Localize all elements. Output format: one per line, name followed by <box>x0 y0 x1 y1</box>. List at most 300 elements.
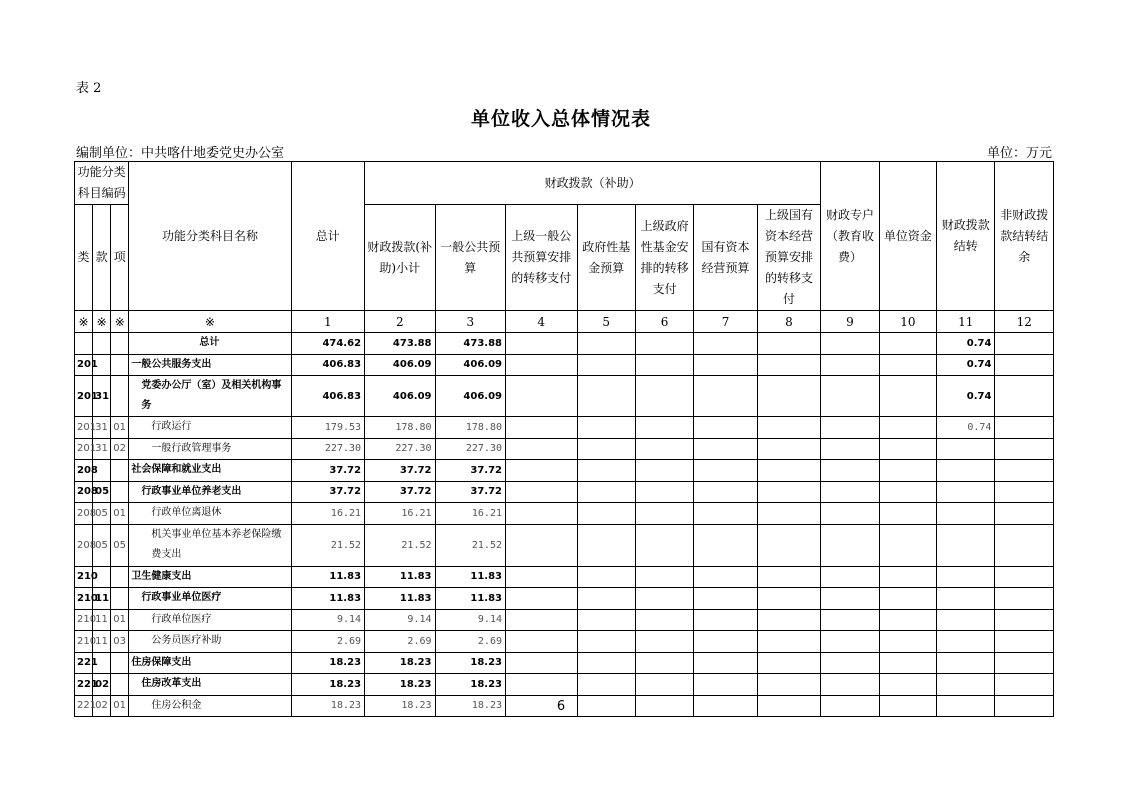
cell-upper-state-capital-transfer <box>757 524 821 566</box>
cell-gov-fund <box>577 674 635 696</box>
currency-unit: 单位：万元 <box>986 146 1052 161</box>
cell-xiang <box>111 460 129 482</box>
header-fiscal-group: 财政拨款（补助） <box>365 162 821 205</box>
cell-func-name: 行政事业单位养老支出 <box>129 481 291 503</box>
cell-xiang: 03 <box>111 631 129 653</box>
cell-state-capital <box>694 376 757 417</box>
index-cell: 9 <box>821 311 879 333</box>
cell-upper-state-capital-transfer <box>757 481 821 503</box>
cell-fiscal-carryover <box>937 460 995 482</box>
page-title: 单位收入总体情况表 <box>470 108 651 130</box>
cell-fiscal-subtotal: 16.21 <box>365 503 435 525</box>
cell-xiang <box>111 588 129 610</box>
header-general-budget: 一般公共预算 <box>435 205 505 311</box>
cell-gov-fund <box>577 417 635 439</box>
cell-gov-fund <box>577 588 635 610</box>
cell-nonfiscal-carryover <box>995 354 1054 376</box>
index-cell: 12 <box>995 311 1054 333</box>
header-nonfiscal-carryover: 非财政拨款结转结余 <box>995 162 1054 311</box>
cell-special-account <box>821 438 879 460</box>
cell-func-name: 住房公积金 <box>129 695 291 717</box>
cell-general-budget: 473.88 <box>435 333 505 355</box>
cell-lei: 210 <box>75 566 93 588</box>
index-cell: 4 <box>506 311 578 333</box>
table-row <box>75 481 1054 503</box>
table-row <box>75 503 1054 525</box>
cell-fiscal-subtotal: 406.09 <box>365 354 435 376</box>
cell-fiscal-subtotal: 37.72 <box>365 481 435 503</box>
cell-general-budget: 37.72 <box>435 481 505 503</box>
table-row <box>75 524 1054 566</box>
cell-lei: 208 <box>75 460 93 482</box>
cell-nonfiscal-carryover <box>995 524 1054 566</box>
cell-upper-state-capital-transfer <box>757 417 821 439</box>
cell-nonfiscal-carryover <box>995 481 1054 503</box>
index-cell: ※ <box>129 311 291 333</box>
table-row <box>75 460 1054 482</box>
cell-upper-state-capital-transfer <box>757 674 821 696</box>
cell-func-name: 一般公共服务支出 <box>129 354 291 376</box>
index-cell: 2 <box>365 311 435 333</box>
cell-state-capital <box>694 354 757 376</box>
cell-upper-gov-fund-transfer <box>635 481 693 503</box>
cell-nonfiscal-carryover <box>995 376 1054 417</box>
cell-nonfiscal-carryover <box>995 503 1054 525</box>
cell-general-budget: 16.21 <box>435 503 505 525</box>
cell-total: 18.23 <box>291 652 365 674</box>
cell-fiscal-carryover <box>937 588 995 610</box>
cell-lei: 210 <box>75 631 93 653</box>
header-upper-gov-fund-transfer: 上级政府性基金安排的转移支付 <box>635 205 693 311</box>
cell-state-capital <box>694 609 757 631</box>
index-row <box>75 311 1054 333</box>
cell-xiang: 01 <box>111 609 129 631</box>
cell-fiscal-subtotal: 406.09 <box>365 376 435 417</box>
cell-upper-state-capital-transfer <box>757 652 821 674</box>
header-state-capital: 国有资本经营预算 <box>694 205 757 311</box>
cell-func-name: 住房改革支出 <box>129 674 291 696</box>
cell-upper-general-transfer <box>506 438 578 460</box>
index-cell: 11 <box>937 311 995 333</box>
cell-unit-funds <box>879 652 936 674</box>
cell-kuan: 05 <box>93 524 111 566</box>
index-cell: 6 <box>635 311 693 333</box>
cell-gov-fund <box>577 460 635 482</box>
cell-nonfiscal-carryover <box>995 438 1054 460</box>
cell-upper-gov-fund-transfer <box>635 438 693 460</box>
cell-upper-general-transfer <box>506 566 578 588</box>
cell-total: 18.23 <box>291 695 365 717</box>
cell-upper-gov-fund-transfer <box>635 417 693 439</box>
cell-nonfiscal-carryover <box>995 460 1054 482</box>
cell-gov-fund <box>577 354 635 376</box>
cell-lei: 221 <box>75 674 93 696</box>
cell-func-name: 行政事业单位医疗 <box>129 588 291 610</box>
cell-special-account <box>821 588 879 610</box>
header-row-1 <box>75 162 1054 205</box>
cell-unit-funds <box>879 674 936 696</box>
cell-total: 406.83 <box>291 376 365 417</box>
cell-unit-funds <box>879 588 936 610</box>
cell-func-name: 党委办公厅（室）及相关机构事务 <box>129 376 291 417</box>
cell-general-budget: 18.23 <box>435 674 505 696</box>
cell-state-capital <box>694 566 757 588</box>
cell-upper-gov-fund-transfer <box>635 376 693 417</box>
cell-fiscal-carryover <box>937 609 995 631</box>
cell-upper-state-capital-transfer <box>757 333 821 355</box>
cell-fiscal-subtotal: 2.69 <box>365 631 435 653</box>
cell-state-capital <box>694 631 757 653</box>
cell-lei: 221 <box>75 652 93 674</box>
index-cell: 1 <box>291 311 365 333</box>
table-row <box>75 631 1054 653</box>
cell-state-capital <box>694 333 757 355</box>
cell-upper-general-transfer <box>506 481 578 503</box>
cell-func-name: 机关事业单位基本养老保险缴费支出 <box>129 524 291 566</box>
cell-lei: 201 <box>75 376 93 417</box>
cell-xiang: 01 <box>111 417 129 439</box>
cell-special-account <box>821 609 879 631</box>
cell-upper-gov-fund-transfer <box>635 333 693 355</box>
cell-upper-general-transfer <box>506 674 578 696</box>
index-cell: ※ <box>111 311 129 333</box>
cell-upper-general-transfer <box>506 417 578 439</box>
cell-upper-general-transfer <box>506 376 578 417</box>
cell-unit-funds <box>879 631 936 653</box>
cell-fiscal-subtotal: 178.80 <box>365 417 435 439</box>
header-fiscal-subtotal: 财政拨款(补助)小计 <box>365 205 435 311</box>
cell-total: 37.72 <box>291 481 365 503</box>
cell-total: 18.23 <box>291 674 365 696</box>
header-lei: 类 <box>75 205 93 311</box>
cell-upper-general-transfer <box>506 588 578 610</box>
cell-state-capital <box>694 524 757 566</box>
compiling-unit: 编制单位：中共喀什地委党史办公室 <box>76 146 285 161</box>
cell-gov-fund <box>577 503 635 525</box>
cell-lei: 208 <box>75 481 93 503</box>
cell-fiscal-carryover <box>937 652 995 674</box>
cell-fiscal-subtotal: 11.83 <box>365 566 435 588</box>
cell-upper-state-capital-transfer <box>757 438 821 460</box>
cell-func-name: 行政单位医疗 <box>129 609 291 631</box>
header-fiscal-carryover: 财政拨款结转 <box>937 162 995 311</box>
index-cell: 7 <box>694 311 757 333</box>
cell-lei: 201 <box>75 438 93 460</box>
cell-upper-general-transfer <box>506 631 578 653</box>
cell-special-account <box>821 631 879 653</box>
cell-unit-funds <box>879 566 936 588</box>
cell-upper-gov-fund-transfer <box>635 566 693 588</box>
cell-gov-fund <box>577 481 635 503</box>
cell-unit-funds <box>879 609 936 631</box>
cell-lei: 208 <box>75 503 93 525</box>
cell-upper-state-capital-transfer <box>757 609 821 631</box>
cell-gov-fund <box>577 524 635 566</box>
table-row <box>75 417 1054 439</box>
cell-fiscal-carryover <box>937 524 995 566</box>
cell-lei: 210 <box>75 588 93 610</box>
cell-special-account <box>821 460 879 482</box>
cell-gov-fund <box>577 631 635 653</box>
cell-unit-funds <box>879 438 936 460</box>
cell-xiang <box>111 481 129 503</box>
cell-special-account <box>821 481 879 503</box>
cell-fiscal-subtotal: 9.14 <box>365 609 435 631</box>
cell-general-budget: 37.72 <box>435 460 505 482</box>
cell-nonfiscal-carryover <box>995 609 1054 631</box>
cell-nonfiscal-carryover <box>995 588 1054 610</box>
index-cell: 10 <box>879 311 936 333</box>
cell-unit-funds <box>879 503 936 525</box>
cell-general-budget: 11.83 <box>435 588 505 610</box>
cell-func-name: 卫生健康支出 <box>129 566 291 588</box>
cell-upper-general-transfer <box>506 524 578 566</box>
cell-special-account <box>821 417 879 439</box>
cell-upper-general-transfer <box>506 609 578 631</box>
cell-state-capital <box>694 503 757 525</box>
cell-state-capital <box>694 481 757 503</box>
cell-lei: 201 <box>75 354 93 376</box>
cell-kuan: 02 <box>93 674 111 696</box>
index-cell: 5 <box>577 311 635 333</box>
cell-general-budget: 21.52 <box>435 524 505 566</box>
cell-fiscal-subtotal: 227.30 <box>365 438 435 460</box>
cell-nonfiscal-carryover <box>995 631 1054 653</box>
cell-gov-fund <box>577 652 635 674</box>
table-number: 表 2 <box>76 81 102 96</box>
cell-special-account <box>821 566 879 588</box>
index-cell: ※ <box>93 311 111 333</box>
income-table <box>74 161 1054 717</box>
cell-kuan <box>93 333 111 355</box>
cell-state-capital <box>694 417 757 439</box>
cell-lei: 201 <box>75 417 93 439</box>
cell-upper-gov-fund-transfer <box>635 652 693 674</box>
cell-total: 16.21 <box>291 503 365 525</box>
index-cell: 8 <box>757 311 821 333</box>
cell-nonfiscal-carryover <box>995 652 1054 674</box>
cell-state-capital <box>694 588 757 610</box>
cell-upper-gov-fund-transfer <box>635 503 693 525</box>
cell-state-capital <box>694 674 757 696</box>
cell-xiang <box>111 376 129 417</box>
cell-xiang <box>111 333 129 355</box>
cell-upper-gov-fund-transfer <box>635 609 693 631</box>
cell-upper-gov-fund-transfer <box>635 588 693 610</box>
cell-general-budget: 227.30 <box>435 438 505 460</box>
cell-state-capital <box>694 438 757 460</box>
cell-fiscal-subtotal: 18.23 <box>365 695 435 717</box>
index-cell: 3 <box>435 311 505 333</box>
cell-upper-gov-fund-transfer <box>635 674 693 696</box>
cell-gov-fund <box>577 566 635 588</box>
cell-upper-gov-fund-transfer <box>635 524 693 566</box>
index-cell: ※ <box>75 311 93 333</box>
cell-total: 9.14 <box>291 609 365 631</box>
cell-special-account <box>821 524 879 566</box>
cell-fiscal-subtotal: 473.88 <box>365 333 435 355</box>
cell-special-account <box>821 503 879 525</box>
table-row <box>75 652 1054 674</box>
cell-fiscal-carryover <box>937 566 995 588</box>
header-unit-funds: 单位资金 <box>879 162 936 311</box>
cell-upper-gov-fund-transfer <box>635 460 693 482</box>
cell-upper-state-capital-transfer <box>757 354 821 376</box>
cell-xiang: 01 <box>111 695 129 717</box>
cell-func-name: 住房保障支出 <box>129 652 291 674</box>
header-upper-general-transfer: 上级一般公共预算安排的转移支付 <box>506 205 578 311</box>
table-row <box>75 609 1054 631</box>
header-special-account: 财政专户（教育收费） <box>821 162 879 311</box>
cell-fiscal-carryover <box>937 503 995 525</box>
cell-upper-state-capital-transfer <box>757 460 821 482</box>
header-upper-state-capital-transfer: 上级国有资本经营预算安排的转移支付 <box>757 205 821 311</box>
cell-xiang <box>111 566 129 588</box>
cell-xiang <box>111 652 129 674</box>
cell-gov-fund <box>577 376 635 417</box>
cell-fiscal-carryover: 0.74 <box>937 376 995 417</box>
cell-general-budget: 18.23 <box>435 695 505 717</box>
cell-fiscal-carryover <box>937 674 995 696</box>
page-number: 6 <box>556 699 566 714</box>
cell-unit-funds <box>879 376 936 417</box>
table-row <box>75 376 1054 417</box>
cell-upper-general-transfer <box>506 354 578 376</box>
cell-unit-funds <box>879 417 936 439</box>
cell-xiang: 01 <box>111 503 129 525</box>
cell-special-account <box>821 354 879 376</box>
cell-special-account <box>821 376 879 417</box>
cell-func-name: 总计 <box>129 333 291 355</box>
cell-fiscal-carryover <box>937 481 995 503</box>
cell-fiscal-carryover <box>937 438 995 460</box>
cell-upper-state-capital-transfer <box>757 376 821 417</box>
table-row <box>75 566 1054 588</box>
table-row <box>75 588 1054 610</box>
cell-gov-fund <box>577 333 635 355</box>
cell-func-name: 行政运行 <box>129 417 291 439</box>
cell-lei: 221 <box>75 695 93 717</box>
cell-unit-funds <box>879 333 936 355</box>
cell-fiscal-carryover: 0.74 <box>937 354 995 376</box>
cell-fiscal-carryover: 0.74 <box>937 333 995 355</box>
cell-total: 11.83 <box>291 588 365 610</box>
cell-upper-general-transfer <box>506 460 578 482</box>
cell-state-capital <box>694 652 757 674</box>
cell-total: 474.62 <box>291 333 365 355</box>
cell-unit-funds <box>879 524 936 566</box>
cell-kuan: 11 <box>93 588 111 610</box>
cell-kuan: 11 <box>93 609 111 631</box>
cell-upper-general-transfer <box>506 652 578 674</box>
header-func-name: 功能分类科目名称 <box>129 162 291 311</box>
cell-unit-funds <box>879 354 936 376</box>
cell-total: 11.83 <box>291 566 365 588</box>
cell-fiscal-carryover: 0.74 <box>937 417 995 439</box>
cell-fiscal-subtotal: 11.83 <box>365 588 435 610</box>
cell-nonfiscal-carryover <box>995 566 1054 588</box>
cell-xiang: 02 <box>111 438 129 460</box>
cell-fiscal-subtotal: 21.52 <box>365 524 435 566</box>
cell-xiang <box>111 674 129 696</box>
cell-total: 227.30 <box>291 438 365 460</box>
cell-total: 2.69 <box>291 631 365 653</box>
cell-general-budget: 406.09 <box>435 354 505 376</box>
table-row <box>75 333 1054 355</box>
cell-kuan: 31 <box>93 376 111 417</box>
cell-gov-fund <box>577 609 635 631</box>
cell-upper-state-capital-transfer <box>757 566 821 588</box>
cell-general-budget: 11.83 <box>435 566 505 588</box>
cell-total: 21.52 <box>291 524 365 566</box>
header-func-code: 功能分类科目编码 <box>75 162 129 205</box>
table-row <box>75 438 1054 460</box>
cell-kuan: 02 <box>93 695 111 717</box>
cell-nonfiscal-carryover <box>995 417 1054 439</box>
cell-general-budget: 9.14 <box>435 609 505 631</box>
cell-state-capital <box>694 460 757 482</box>
cell-special-account <box>821 674 879 696</box>
table-row <box>75 354 1054 376</box>
header-xiang: 项 <box>111 205 129 311</box>
cell-total: 406.83 <box>291 354 365 376</box>
cell-kuan: 31 <box>93 438 111 460</box>
cell-general-budget: 406.09 <box>435 376 505 417</box>
cell-xiang: 05 <box>111 524 129 566</box>
header-total: 总计 <box>291 162 365 311</box>
cell-unit-funds <box>879 481 936 503</box>
cell-kuan: 05 <box>93 481 111 503</box>
header-kuan: 款 <box>93 205 111 311</box>
cell-total: 179.53 <box>291 417 365 439</box>
cell-upper-gov-fund-transfer <box>635 354 693 376</box>
cell-func-name: 行政单位离退休 <box>129 503 291 525</box>
cell-general-budget: 18.23 <box>435 652 505 674</box>
cell-func-name: 社会保障和就业支出 <box>129 460 291 482</box>
cell-upper-state-capital-transfer <box>757 631 821 653</box>
cell-fiscal-carryover <box>937 631 995 653</box>
cell-gov-fund <box>577 438 635 460</box>
cell-upper-state-capital-transfer <box>757 503 821 525</box>
cell-kuan: 11 <box>93 631 111 653</box>
cell-general-budget: 178.80 <box>435 417 505 439</box>
cell-unit-funds <box>879 460 936 482</box>
cell-lei: 208 <box>75 524 93 566</box>
cell-kuan: 05 <box>93 503 111 525</box>
cell-special-account <box>821 333 879 355</box>
cell-func-name: 一般行政管理事务 <box>129 438 291 460</box>
cell-special-account <box>821 652 879 674</box>
cell-fiscal-subtotal: 18.23 <box>365 674 435 696</box>
cell-upper-general-transfer <box>506 503 578 525</box>
cell-upper-general-transfer <box>506 333 578 355</box>
cell-general-budget: 2.69 <box>435 631 505 653</box>
cell-lei: 210 <box>75 609 93 631</box>
cell-nonfiscal-carryover <box>995 674 1054 696</box>
cell-lei <box>75 333 93 355</box>
table-body <box>75 333 1054 717</box>
cell-kuan: 31 <box>93 417 111 439</box>
cell-upper-gov-fund-transfer <box>635 631 693 653</box>
header-gov-fund: 政府性基金预算 <box>577 205 635 311</box>
cell-func-name: 公务员医疗补助 <box>129 631 291 653</box>
cell-fiscal-subtotal: 37.72 <box>365 460 435 482</box>
cell-fiscal-subtotal: 18.23 <box>365 652 435 674</box>
cell-xiang <box>111 354 129 376</box>
cell-nonfiscal-carryover <box>995 333 1054 355</box>
table-row <box>75 674 1054 696</box>
cell-upper-state-capital-transfer <box>757 588 821 610</box>
